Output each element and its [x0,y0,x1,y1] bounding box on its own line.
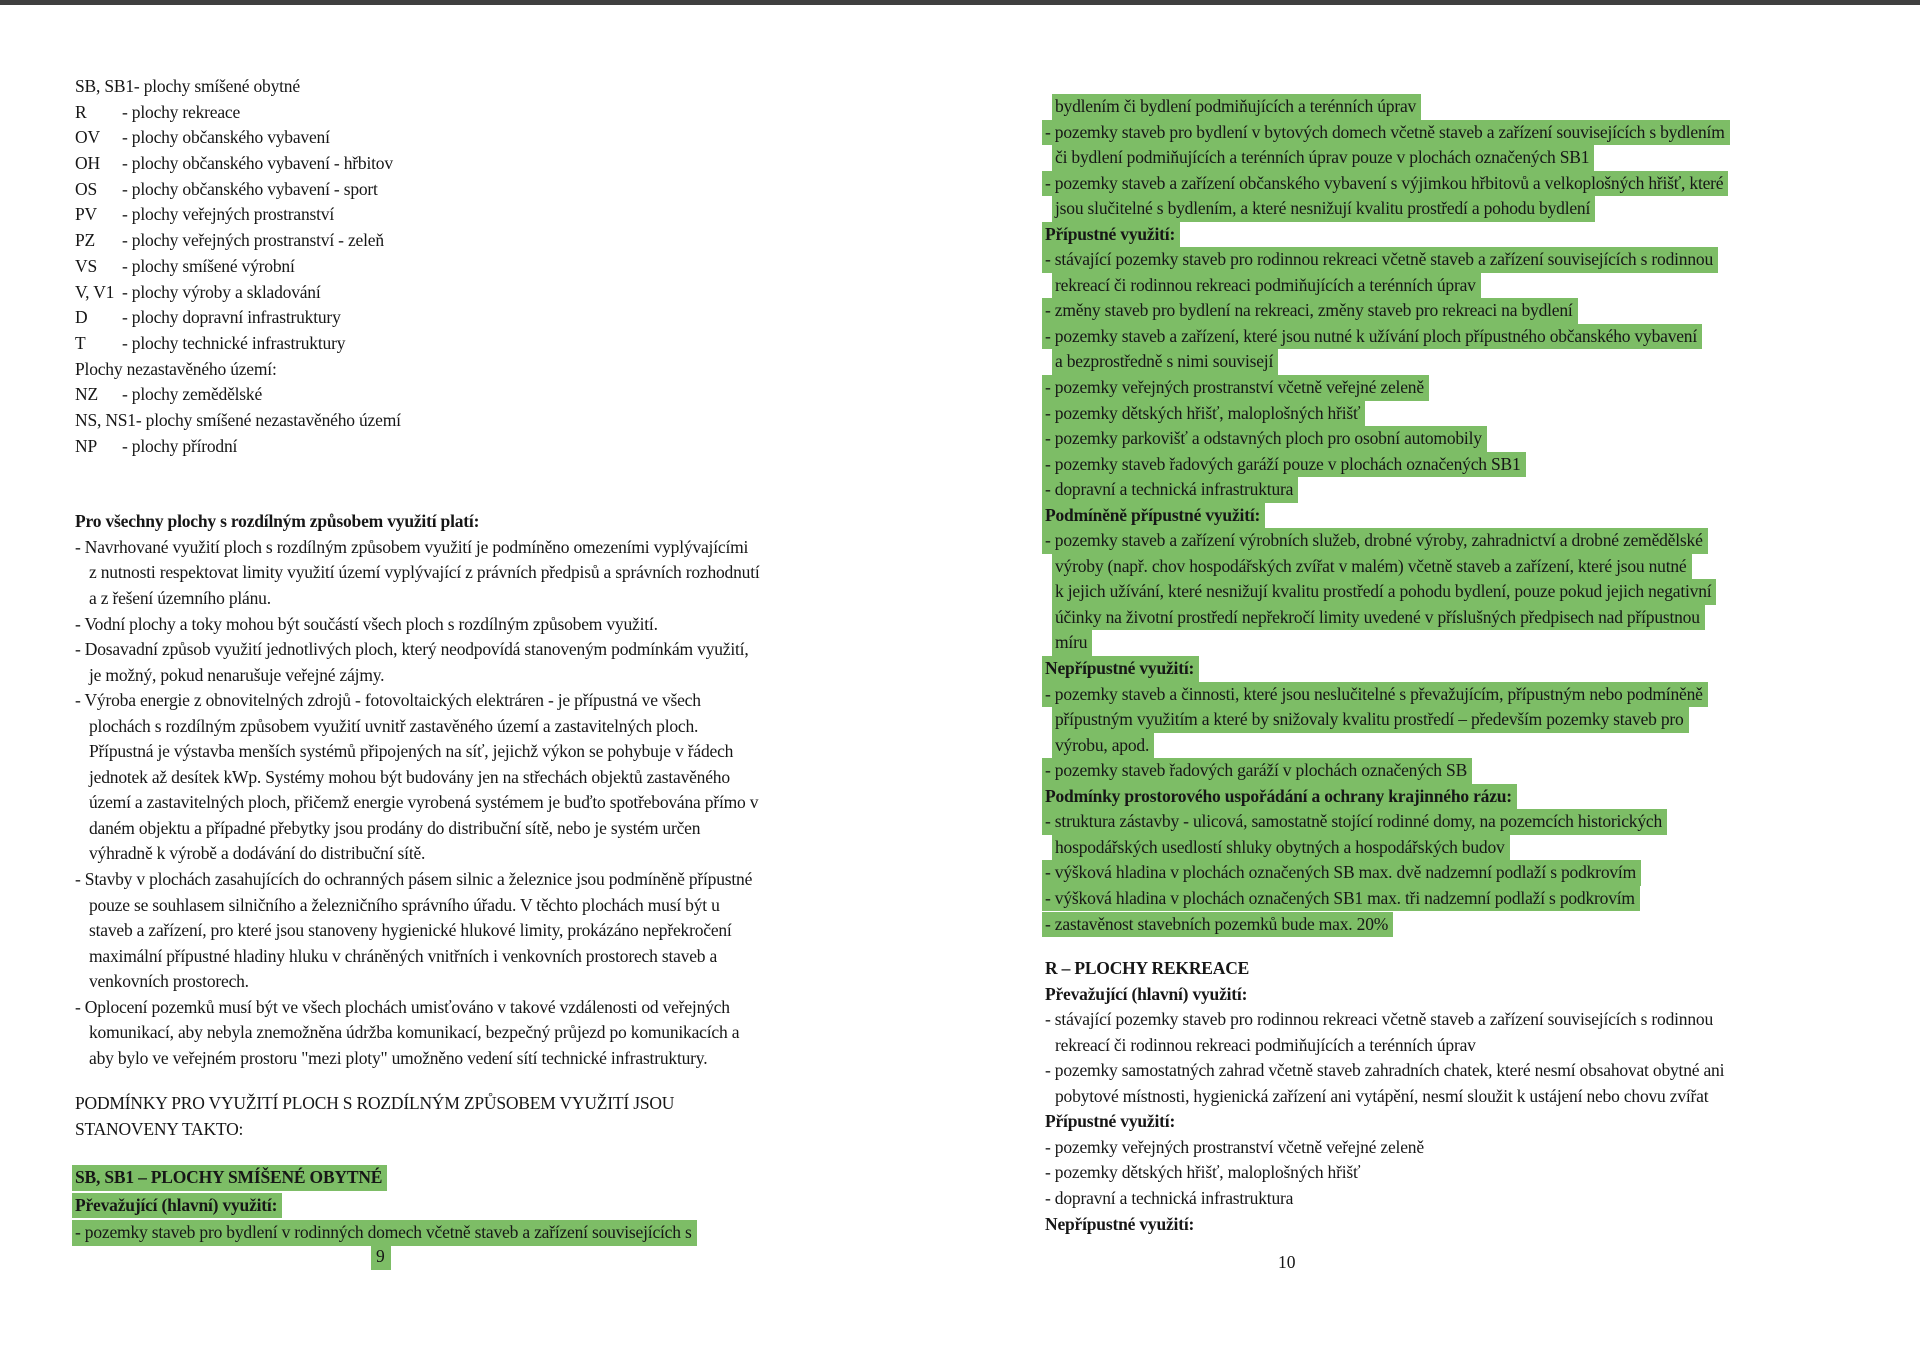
legend-description: - plochy občanského vybavení - hřbitov [122,153,393,174]
legend-row [75,307,765,333]
text-line [75,1119,765,1145]
page-10 [1045,94,1885,1239]
text-line [1045,477,1885,503]
line-text: - Výroba energie z obnovitelných zdrojů - fotovoltaických elektráren - je přípustná ve všech [75,690,701,711]
text-line [1045,120,1885,146]
line-text: - pozemky staveb a zařízení výrobních služeb, drobné výroby, zahradnictví a drobné zemědělské [1042,528,1708,554]
legend-description: - plochy smíšené výrobní [122,255,295,276]
text-line [75,665,765,691]
recreation-section [1045,958,1885,1239]
legend-code: Plochy nezastavěného území: [75,358,277,379]
line-text: Převažující (hlavní) využití: [1045,983,1248,1004]
text-line [1045,1060,1885,1086]
line-text: z nutnosti respektovat limity využití území vyplývající z právních předpisů a správních rozhodnutí [89,562,760,583]
page-number-text: 9 [371,1244,391,1270]
legend-code: OH [75,153,100,174]
line-text: - pozemky samostatných zahrad včetně staveb zahradních chatek, které nesmí obsahovat obytné ani [1045,1060,1725,1081]
line-text: jsou slučitelné s bydlením, a které nesnižují kvalitu prostředí a pohodu bydlení [1052,196,1595,222]
line-text: Přípustné využití: [1045,1111,1176,1132]
line-text: maximální přípustné hladiny hluku v chráněných vnitřních i venkovních prostorech staveb a [89,945,718,966]
line-text: - pozemky staveb pro bydlení v bytových domech včetně staveb a zařízení souvisejících s bydlením [1042,120,1730,146]
line-text: rekreací či rodinnou rekreaci podmiňujících a terénních úprav [1055,1034,1476,1055]
text-line [1045,579,1885,605]
line-text: jednotek až desítek kWp. Systémy mohou být budovány jen na střechách objektů zastavěného [89,766,730,787]
text-line [75,895,765,921]
page-9 [75,76,765,1248]
line-text: bydlením či bydlení podmiňujících a terénních úprav [1052,94,1421,120]
line-text: aby bylo ve veřejném prostoru "mezi ploty" umožněno vedení sítí technické infrastruktury. [89,1047,708,1068]
line-text: staveb a zařízení, pro které jsou stanoveny hygienické hlukové limity, prokázáno nepřekročení [89,920,732,941]
line-text: R – PLOCHY REKREACE [1045,958,1250,979]
text-line [1045,656,1885,682]
text-line [1045,733,1885,759]
line-text: Podmínky prostorového uspořádání a ochrany krajinného rázu: [1042,784,1517,810]
land-use-legend [75,76,765,461]
line-text: území a zastavitelných ploch, přičemž energie vyrobená systémem je buďto spotřebována přímo v [89,792,759,813]
legend-row [75,76,765,102]
line-text: - Oplocení pozemků musí být ve všech plochách umisťováno v takové vzdálenosti od veřejných [75,996,730,1017]
text-line [1045,171,1885,197]
legend-description: - plochy veřejných prostranství - zeleň [122,230,384,251]
text-line [1045,222,1885,248]
line-text: - pozemky veřejných prostranství včetně veřejné zeleně [1045,1136,1424,1157]
text-line [75,716,765,742]
conditions-heading [75,1093,765,1144]
text-line [1045,349,1885,375]
line-text: Nepřípustné využití: [1045,1213,1195,1234]
legend-row [75,256,765,282]
legend-description: - plochy výroby a skladování [122,281,321,302]
legend-row [75,282,765,308]
line-text: Přípustné využití: [1042,222,1180,248]
line-text: - pozemky staveb a činnosti, které jsou neslučitelné s převažujícím, přípustným nebo podmíněně [1042,682,1708,708]
text-line [1045,1009,1885,1035]
text-line [1045,630,1885,656]
line-text: míru [1052,630,1092,656]
text-line [75,997,765,1023]
line-text: - stávající pozemky staveb pro rodinnou rekreaci včetně staveb a zařízení souvisejících s rodinnou [1045,1009,1714,1030]
line-text: daném objektu a případné přebytky jsou prodány do distribuční sítě, nebo je systém určen [89,817,701,838]
legend-description: - plochy rekreace [122,101,241,122]
legend-row [75,127,765,153]
line-text: plochách s rozdílným způsobem využití uvnitř zastavěného území a zastavitelných ploch. [89,715,699,736]
text-line [1045,835,1885,861]
line-text: - pozemky staveb a zařízení, které jsou nutné k užívání ploch přípustného občanského vybavení [1042,324,1702,350]
legend-code: PV [75,204,97,225]
text-line [1045,94,1885,120]
text-line [1045,426,1885,452]
text-line [1045,375,1885,401]
line-text: - pozemky staveb řadových garáží v plochách označených SB [1042,758,1472,784]
legend-code: NS, NS1 [75,409,136,430]
line-text: - pozemky veřejných prostranství včetně veřejné zeleně [1042,375,1429,401]
text-line [1045,145,1885,171]
text-line [1045,298,1885,324]
legend-row [75,359,765,385]
text-line [1045,452,1885,478]
text-line [1045,324,1885,350]
text-line [75,588,765,614]
line-text: - struktura zástavby - ulicová, samostatně stojící rodinné domy, na pozemcích historických [1042,809,1667,835]
text-line [1045,984,1885,1010]
text-line [1045,1137,1885,1163]
legend-description: - plochy dopravní infrastruktury [122,307,341,328]
general-rules-heading [75,511,765,537]
legend-row [75,179,765,205]
legend-description: - plochy přírodní [122,435,238,456]
text-line [1045,682,1885,708]
text-line [1045,196,1885,222]
legend-description: - plochy občanského vybavení - sport [122,178,378,199]
legend-code: NZ [75,384,98,405]
text-line [75,562,765,588]
line-text: k jejich užívání, které nesnižují kvalitu prostředí a pohodu bydlení, pouze pokud jejich negativní [1052,579,1716,605]
text-line [75,537,765,563]
line-text: pouze se souhlasem silničního a železničního správního úřadu. V těchto plochách musí být u [89,894,720,915]
line-text: - stávající pozemky staveb pro rodinnou rekreaci včetně staveb a zařízení souvisejících s rodinnou [1042,247,1718,273]
text-line [75,946,765,972]
page-number-text: 10 [1278,1252,1296,1272]
line-text: a bezprostředně s nimi souvisejí [1052,349,1278,375]
line-text: hospodářských usedlostí shluky obytných a hospodářských budov [1052,835,1510,861]
line-text: Podmíněně přípustné využití: [1042,503,1265,529]
text-line [1045,912,1885,938]
legend-description: - plochy smíšené nezastavěného území [135,409,401,430]
heading-text: Pro všechny plochy s rozdílným způsobem využití platí: [75,511,480,532]
top-border [0,0,1920,5]
text-line [1045,1086,1885,1112]
text-line [75,1048,765,1074]
line-text: přípustným využitím a které by snižovaly kvalitu prostředí – především pozemky staveb pro [1052,707,1689,733]
legend-description: - plochy zemědělské [122,384,263,405]
line-text: - Stavby v plochách zasahujících do ochranných pásem silnic a železnice jsou podmíněně přípustné [75,868,753,889]
line-text: - Vodní plochy a toky mohou být součástí všech ploch s rozdílným způsobem využití. [75,613,658,634]
text-line [1045,958,1885,984]
line-text: venkovních prostorech. [89,971,249,992]
legend-code: NP [75,435,97,456]
line-text: a z řešení územního plánu. [89,587,271,608]
line-text: SB, SB1 – PLOCHY SMÍŠENÉ OBYTNÉ [72,1165,387,1191]
text-line [75,1220,765,1248]
text-line [1045,860,1885,886]
text-line [75,767,765,793]
legend-code: OV [75,127,100,148]
general-rules-lines [75,537,765,1073]
line-text: rekreací či rodinnou rekreaci podmiňujících a terénních úprav [1052,273,1481,299]
legend-row [75,410,765,436]
line-text: - výšková hladina v plochách označených SB1 max. tři nadzemní podlaží s podkrovím [1042,886,1640,912]
legend-code: R [75,101,87,122]
text-line [75,1193,765,1221]
legend-row [75,230,765,256]
legend-row [75,333,765,359]
text-line [1045,707,1885,733]
line-text: - dopravní a technická infrastruktura [1045,1187,1294,1208]
page-number-9 [371,1244,391,1270]
line-text: STANOVENY TAKTO: [75,1118,244,1139]
page-number-10 [1278,1252,1296,1273]
text-line [1045,273,1885,299]
legend-code: SB, SB1 [75,76,134,96]
legend-description: - plochy smíšené obytné [133,76,300,96]
text-line [75,741,765,767]
text-line [75,843,765,869]
text-line [75,869,765,895]
text-line [1045,503,1885,529]
legend-code: T [75,332,86,353]
text-line [1045,758,1885,784]
text-line [75,920,765,946]
text-line [75,1165,765,1193]
legend-row [75,102,765,128]
text-line [75,639,765,665]
text-line [1045,1162,1885,1188]
text-line [75,1093,765,1119]
legend-row [75,384,765,410]
sb-section-continued [1045,94,1885,937]
sb-section-start [75,1165,765,1248]
line-text: - pozemky parkovišť a odstavných ploch pro osobní automobily [1042,426,1487,452]
text-line [75,792,765,818]
line-text: Převažující (hlavní) využití: [72,1193,282,1219]
line-text: - zastavěnost stavebních pozemků bude max. 20% [1042,912,1393,938]
text-line [75,818,765,844]
text-line [75,1022,765,1048]
line-text: - pozemky staveb řadových garáží pouze v plochách označených SB1 [1042,452,1526,478]
legend-code: OS [75,178,97,199]
legend-description: - plochy technické infrastruktury [122,332,346,353]
legend-code: V, V1 [75,281,115,302]
line-text: výhradně k výrobě a dodávání do distribuční sítě. [89,843,426,864]
legend-code: D [75,307,88,328]
line-text: či bydlení podmiňujících a terénních úprav pouze v plochách označených SB1 [1052,145,1594,171]
legend-description: - plochy občanského vybavení [122,127,330,148]
text-line [75,690,765,716]
text-line [1045,605,1885,631]
legend-row [75,204,765,230]
text-line [1045,1035,1885,1061]
general-rules-section [75,511,765,1073]
text-line [1045,1214,1885,1240]
text-line [1045,886,1885,912]
line-text: výrobu, apod. [1052,733,1154,759]
line-text: Nepřípustné využití: [1042,656,1199,682]
legend-code: PZ [75,230,96,251]
text-line [75,971,765,997]
text-line [75,614,765,640]
text-line [1045,809,1885,835]
text-line [1045,247,1885,273]
text-line [1045,784,1885,810]
line-text: - Dosavadní způsob využití jednotlivých ploch, který neodpovídá stanoveným podmínkám využití, [75,639,749,660]
legend-row [75,436,765,462]
line-text: - výšková hladina v plochách označených SB max. dvě nadzemní podlaží s podkrovím [1042,860,1641,886]
line-text: PODMÍNKY PRO VYUŽITÍ PLOCH S ROZDÍLNÝM ZPŮSOBEM VYUŽITÍ JSOU [75,1093,675,1114]
line-text: komunikací, aby nebyla znemožněna údržba komunikací, bezpečný průjezd po komunikacích a [89,1022,740,1043]
text-line [1045,1188,1885,1214]
line-text: - pozemky staveb a zařízení občanského vybavení s výjimkou hřbitovů a velkoplošných hřišť, které [1042,171,1728,197]
line-text: - dopravní a technická infrastruktura [1042,477,1298,503]
line-text: pobytové místnosti, hygienická zařízení ani vytápění, nesmí sloužit k ustájení nebo chovu zvířat [1055,1085,1709,1106]
legend-code: VS [75,255,97,276]
legend-description: - plochy veřejných prostranství [122,204,335,225]
line-text: - pozemky dětských hřišť, maloplošných hřišť [1045,1162,1361,1183]
text-line [1045,1111,1885,1137]
text-line [1045,554,1885,580]
line-text: účinky na životní prostředí nepřekročí limity uvedené v příslušných předpisech nad přípustnou [1052,605,1705,631]
text-line [1045,401,1885,427]
line-text: je možný, pokud nenarušuje veřejné zájmy. [89,664,385,685]
legend-row [75,153,765,179]
line-text: - pozemky dětských hřišť, maloplošných hřišť [1042,401,1365,427]
line-text: - změny staveb pro bydlení na rekreaci, změny staveb pro rekreaci na bydlení [1042,298,1578,324]
line-text: Přípustná je výstavba menších systémů připojených na síť, jejichž výkon se pohybuje v řádech [89,741,734,762]
line-text: výroby (např. chov hospodářských zvířat v malém) včetně staveb a zařízení, které jsou nutné [1052,554,1692,580]
line-text: - Navrhované využití ploch s rozdílným způsobem využití je podmíněno omezeními vyplývajícími [75,536,749,557]
text-line [1045,528,1885,554]
line-text: - pozemky staveb pro bydlení v rodinných domech včetně staveb a zařízení souvisejících s [72,1220,697,1246]
